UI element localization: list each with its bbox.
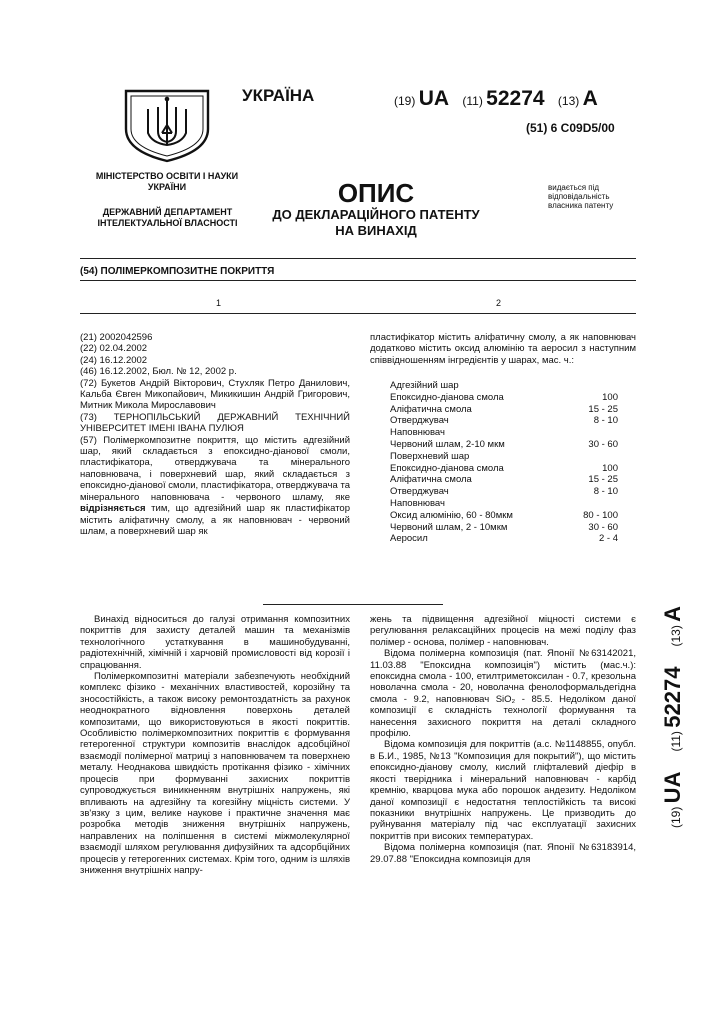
table-row (390, 510, 636, 522)
ingredient-amount: 80 - 100 (583, 509, 618, 521)
invention-title: (54) ПОЛІМЕРКОМПОЗИТНЕ ПОКРИТТЯ (80, 266, 275, 277)
side-document-number: (19) UA (11) 52274 (13) A (660, 605, 685, 828)
ingredient-amount: 30 - 60 (588, 521, 618, 533)
ingredient-name: Отверджувач (390, 486, 449, 498)
kind-code: A (582, 87, 598, 110)
ipc-classification: (51) 6 C09D5/00 (526, 121, 615, 135)
table-row (390, 463, 636, 475)
paragraph: Полімеркомпозитні матеріали забезпечують необхідний комплекс фізико - механічних властивостей, корозійну та зносостійкість, а також високу ремонтоздатність за рахунок неоднократного відновлення поверхонь деталей композитами, що використовуються в якості покриттів. Особливістю полімеркомпозитних покриттів є формування гетерогенної структури композитів внаслідок адсобційної взаємодії полімерної матриці з наповнювачем та поверхнею металу. Неоднакова швидкість протікання фізико - хімічних процесів при формуванні захисних покриттів супроводжується виникненням внутрішніх напружень, які впливають на адгезійну та когезійну міцність системи. У зв'язку з цим, велике наукове і практичне значення має розробка методів зниження внутрішніх напружень, направлених на поліпшення в системі міжмолекулярної взаємодії шляхом регулювання дифузійних та адсорбційних процесів у гетерогенних системах. Крім того, одним із шляхів зниження внутрішніх напру- (80, 671, 350, 876)
table-row (390, 415, 636, 427)
document-subtitle (260, 207, 492, 239)
paragraph: Винахід відноситься до галузі отримання композитних покриттів для захисту деталей машин та механізмів технологічного устаткування в машинобудуванні, радіотехнічній, хімічній і харчовій промисловості від корозії і спрацювання. (80, 614, 350, 671)
subtitle-line-1: ДО ДЕКЛАРАЦІЙНОГО ПАТЕНТУ (272, 207, 480, 222)
field-57-claim: (57) Полімеркомпозитне покриття, що містить адгезійний шар, який складається з епоксидно-діанової смоли, пластифікатора, отверджувача та мінерального наповнювача, і поверхневий шар, який складається з епоксидно-діанової смоли, пластифікатора, отверджувача та мінерального наповнювача - червоного шламу, яке відрізняється тим, що адгезійний шар як пластифікатор містить аліфатичну смолу, а як наповнювач - червоний шлам, а поверхневий шар як (80, 434, 350, 537)
description-left-column (80, 614, 350, 876)
ingredient-name: Червоний шлам, 2 - 10мкм (390, 521, 508, 533)
department-name: ДЕРЖАВНИЙ ДЕПАРТАМЕНТ ІНТЕЛЕКТУАЛЬНОЇ ВЛАСНОСТІ (97, 207, 238, 228)
table-row (390, 522, 636, 534)
ingredient-amount: 8 - 10 (593, 486, 618, 498)
paragraph: Відома композиція для покриттів (а.с. №1148855, опубл. в Б.И., 1985, №13 "Композиция для покрытий"), що містить епоксидно-діанову смолу, кислий гліфталевий діефір в якості тверідника і мінеральний наповнювач - карбід кремнію, кварцова мука або порошок андезиту. Недоліком даної композиції є недостатня теплостійкість та високі показники внутрішніх напружень. Це призводить до руйнування матеріалу під час експлуатації захисних покриттів при високих температурах. (370, 739, 636, 842)
ingredient-name: Аеросил (390, 533, 428, 545)
ingredient-name: Аліфатична смола (390, 474, 472, 486)
table-row (390, 533, 636, 545)
code-11: (11) (462, 94, 483, 108)
table-row (390, 392, 636, 404)
code-13: (13) (557, 94, 580, 108)
divider (80, 313, 636, 314)
divider (80, 258, 636, 259)
ingredient-name: Епоксидно-діанова смола (390, 462, 504, 474)
ingredient-amount: 2 - 4 (598, 533, 618, 545)
ingredient-amount (576, 380, 636, 392)
column-number-1: 1 (216, 298, 222, 308)
table-row (390, 486, 636, 498)
table-row (390, 474, 636, 486)
ingredient-amount (576, 451, 636, 463)
ingredient-amount: 100 (602, 462, 618, 474)
document-number-line (394, 87, 598, 111)
table-row (390, 451, 636, 463)
ingredient-name: Поверхневий шар (390, 450, 470, 462)
ingredient-amount (576, 427, 636, 439)
document-title: ОПИС (337, 178, 415, 208)
country-code: UA (418, 87, 450, 110)
field-46: (46) 16.12.2002, Бюл. № 12, 2002 р. (80, 366, 237, 378)
ministry-name: МІНІСТЕРСТВО ОСВІТИ І НАУКИ УКРАЇНИ (95, 171, 239, 192)
paragraph: Відома полімерна композиція (пат. Японії №63183914, 29.07.88 "Епоксидна композиція для (370, 842, 636, 865)
ingredient-name: Епоксидно-діанова смола (390, 391, 504, 403)
ingredient-amount: 15 - 25 (588, 403, 618, 415)
field-72-inventors: (72) Букетов Андрій Вікторович, Стухляк Петро Данилович, Кальба Євген Микопайович, Микикишин Андрій Григорович, Митник Микола Мирославович (80, 377, 350, 412)
paragraph: жень та підвищення адгезійної міцності системи є регулювання релаксаційних процесів на межі поділу фаз полімер - основа, полімер - наповнювач. (370, 614, 636, 648)
ingredient-name: Червоний шлам, 2-10 мкм (390, 438, 505, 450)
field-22: (22) 02.04.2002 (80, 343, 148, 355)
ingredient-amount: 15 - 25 (588, 474, 618, 486)
ingredient-name: Наповнювач (390, 497, 445, 509)
table-row (390, 427, 636, 439)
ingredient-amount: 30 - 60 (588, 438, 618, 450)
ingredient-name: Аліфатична смола (390, 403, 472, 415)
patent-number: 52274 (486, 87, 545, 110)
table-row (390, 439, 636, 451)
subtitle-line-2: НА ВИНАХІД (335, 223, 417, 238)
paragraph: Відома полімерна композиція (пат. Японії №63142021, 11.03.88 "Епоксидна композиція") містить (мас.ч.): епоксидна смола - 100, етилтриметоксилан - 0.7, крезольна новолачна смола - 20, новолачна фенолоформальдегідна смола - 9.2, наповнювач SiO₂ - 85.5. Недоліком даної композиції є складність технології формування та нанесення захисного покриття на деталі складного профілю. (370, 648, 636, 740)
ingredient-name: Наповнювач (390, 427, 445, 439)
code-19: (19) (394, 94, 416, 108)
ingredient-name: Оксид алюмінію, 60 - 80мкм (390, 509, 513, 521)
ingredient-amount: 100 (602, 391, 618, 403)
divider (80, 280, 636, 281)
column-number-2: 2 (496, 298, 502, 308)
table-row (390, 404, 636, 416)
field-24: (24) 16.12.2002 (80, 354, 148, 366)
description-right-column (370, 614, 636, 865)
responsibility-note: видається під відповідальність власника патенту (548, 183, 614, 210)
ingredient-name: Отверджувач (390, 415, 449, 427)
ingredient-amount (576, 498, 636, 510)
claim-continuation: пластифікатор містить аліфатичну смолу, а як наповнювач додатково містить оксид алюмінію та аеросил з наступним співвідношенням інгредієнтів у шарах, мас. ч.: (370, 332, 636, 366)
table-row (390, 380, 636, 392)
bibliographic-data (80, 332, 350, 537)
table-row (390, 498, 636, 510)
ingredient-name: Адгезійний шар (390, 380, 459, 391)
country-name: УКРАЇНА (242, 86, 315, 105)
field-21: (21) 2002042596 (80, 332, 153, 343)
composition-table (390, 380, 636, 545)
coat-of-arms-emblem (118, 85, 216, 163)
section-divider (263, 604, 443, 605)
ingredient-amount: 8 - 10 (593, 415, 618, 427)
field-73-owner: (73) ТЕРНОПІЛЬСЬКИЙ ДЕРЖАВНИЙ ТЕХНІЧНИЙ УНІВЕРСИТЕТ ІМЕНІ ІВАНА ПУЛЮЯ (80, 411, 350, 435)
